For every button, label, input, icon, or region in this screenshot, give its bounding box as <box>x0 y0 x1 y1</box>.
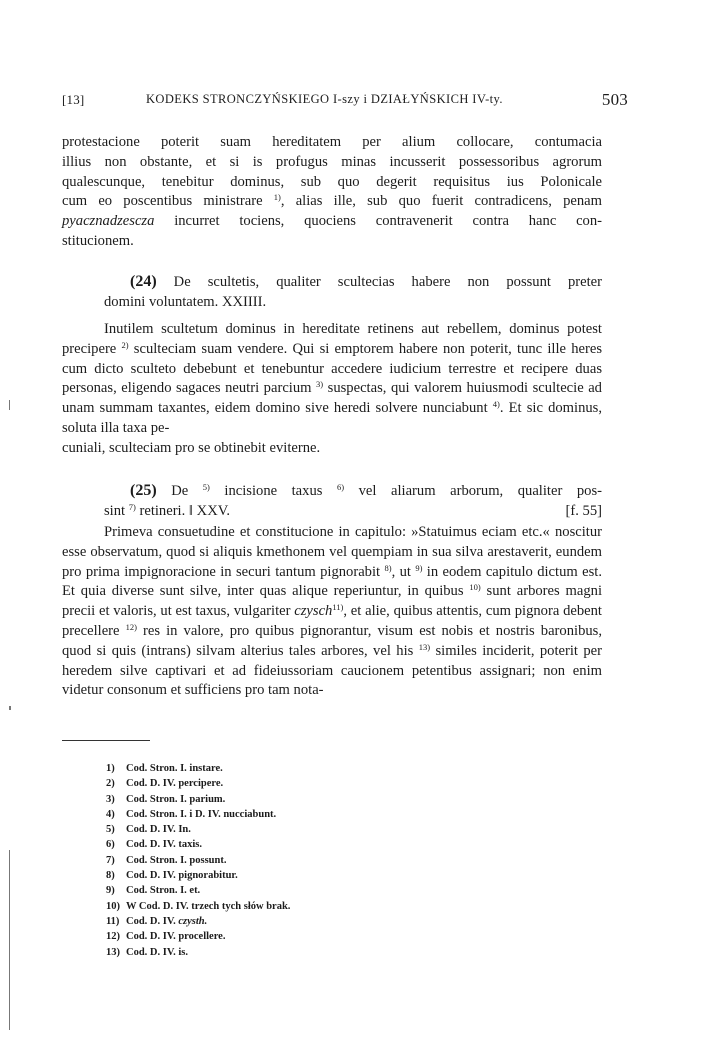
footnotes <box>106 761 290 960</box>
section-25-body <box>62 523 602 701</box>
section-24-body <box>62 320 602 459</box>
intro-paragraph <box>62 133 602 252</box>
section-heading-25: (25) De $^{5)}$ incisione taxus $^{6)}$ vel aliarum arborum, qualiter pos- sint $^{7)}$ retineri. ‖ XXV. [f. 55] <box>104 482 602 519</box>
text-line: protestacione poterit suam hereditatem per alium collocare, contumacia <box>62 134 602 150</box>
footnote-ref: 1) <box>273 192 281 203</box>
footnote-ref: 12) <box>125 621 137 632</box>
section-number: (24) <box>130 273 157 290</box>
footnote: 13) Cod. D. IV. is. <box>106 946 188 958</box>
page-number: 503 <box>601 90 628 109</box>
footnote-ref: 9) <box>415 562 423 573</box>
footnote: 9) Cod. Stron. I. et. <box>106 885 201 897</box>
italic-term: pyacznadzescza <box>62 213 155 230</box>
footnote-ref: 11) <box>332 602 344 613</box>
text-line: qualescunque, tenebitur dominus, sub quo degerit requisitus ius Polonicale <box>62 173 602 190</box>
footnote: 4) Cod. Stron. I. i D. IV. nucciabunt. <box>106 808 277 820</box>
footnote-ref: 10) <box>469 582 481 593</box>
footnote: 2) Cod. D. IV. percipere. <box>106 778 224 790</box>
scan-edge-mark <box>9 706 11 710</box>
footnote-ref: 2) <box>121 339 129 350</box>
footnote: 8) Cod. D. IV. pignorabitur. <box>106 870 238 882</box>
folio-reference: [f. 55] <box>565 503 602 519</box>
footnote: 6) Cod. D. IV. taxis. <box>106 839 202 851</box>
italic-term: czysch <box>294 603 333 620</box>
footnote-ref: 3) <box>316 379 324 390</box>
footnote-ref: 7) <box>128 502 136 512</box>
folio-number: [13] <box>62 92 85 107</box>
section-number: (25) <box>130 482 157 499</box>
footnote-divider <box>62 740 150 741</box>
section-title-cont: domini voluntatem. XXIIII. <box>104 294 267 310</box>
running-title: KODEKS STRONCZYŃSKIEGO I-szy i DZIAŁYŃSKICH IV-ty. <box>146 92 503 106</box>
scan-edge-mark <box>9 400 10 410</box>
running-header <box>62 90 628 114</box>
footnote: 10) W Cod. D. IV. trzech tych słów brak. <box>106 900 291 912</box>
footnote-ref: 5) <box>202 482 210 492</box>
footnote: 5) Cod. D. IV. In. <box>106 824 191 836</box>
text-line: stitucionem. <box>62 232 134 249</box>
footnote-ref: 6) <box>336 482 345 492</box>
footnote: 1) Cod. Stron. I. instare. <box>106 763 223 774</box>
paragraph: Primeva consuetudine et constitucione in capitulo: »Statuimus eciam etc.« noscitur esse observatum, quod si aliquis kmethonem vel quempiam in sua silva arestaverit, eundem pro prima impignoracione in securi tantum pignorabit $^{8)}$, ut $^{9)}$ in eodem capitulo dictum est. Et quia diverse sunt silve, inter quas alique reperiuntur, in quibus $^{10)}$ sunt arbores magni precii et valoris, ut est taxus, vulgariter czysch$^{11)}$, et alie, quibus attentis, cum pignora debent precellere $^{12)}$ res in valore, pro quibus pignorantur, visum est nobis et nostris baronibus, quod si quis (intrans) silvam alterius tales arbores, vel his $^{13)}$ similes inciderit, poterit per heredem silve captivari et ad fideiussoriam caucionem petentibus assignari; non enim videtur consonum et sufficiens pro tam nota- <box>62 524 602 699</box>
section-title: De scultetis, qualiter scultecias habere non possunt preter <box>156 274 602 290</box>
text-line: illius non obstante, et si is profugus minas incusserit possessoribus agrorum <box>62 153 602 170</box>
footnote: 3) Cod. Stron. I. parium. <box>106 793 226 805</box>
footnote-ref: 13) <box>418 641 431 652</box>
footnote-ref: 8) <box>384 562 392 573</box>
footnote: 7) Cod. Stron. I. possunt. <box>106 854 227 866</box>
paragraph: Inutilem scultetum dominus in hereditate retinens aut rebellem, dominus potest precipere $^{2)}$ sculteciam suam vendere. Qui si emptorem habere non poterit, tunc ille heres cum dicto sculteto debebunt et tenebuntur accedere iudicium terrestre et recipere duas personas, eligendo sagaces neutri parcium $^{3)}$ suspectas, qui valorem huiusmodi scultecie ad unam summam taxantes, eidem domino sive heredi solvere nunciabunt $^{4)}$. Et sic dominus, soluta illa taxa pe- cuniali, sculteciam pro se obtinebit eviterne. <box>62 321 603 456</box>
section-heading-24 <box>62 272 602 312</box>
text-line: pyacznadzescza incurret tociens, quociens contravenerit contra hanc con- <box>62 213 602 230</box>
footnote: 12) Cod. D. IV. procellere. <box>106 931 226 943</box>
text-line: cum eo poscentibus ministrare $^{1)}$, alias ille, sub quo fuerit contradicens, penam <box>62 192 602 210</box>
scan-edge-mark <box>9 850 10 1030</box>
footnote: 11) Cod. D. IV. czysth. <box>106 915 208 927</box>
footnote-ref: 4) <box>492 399 500 410</box>
